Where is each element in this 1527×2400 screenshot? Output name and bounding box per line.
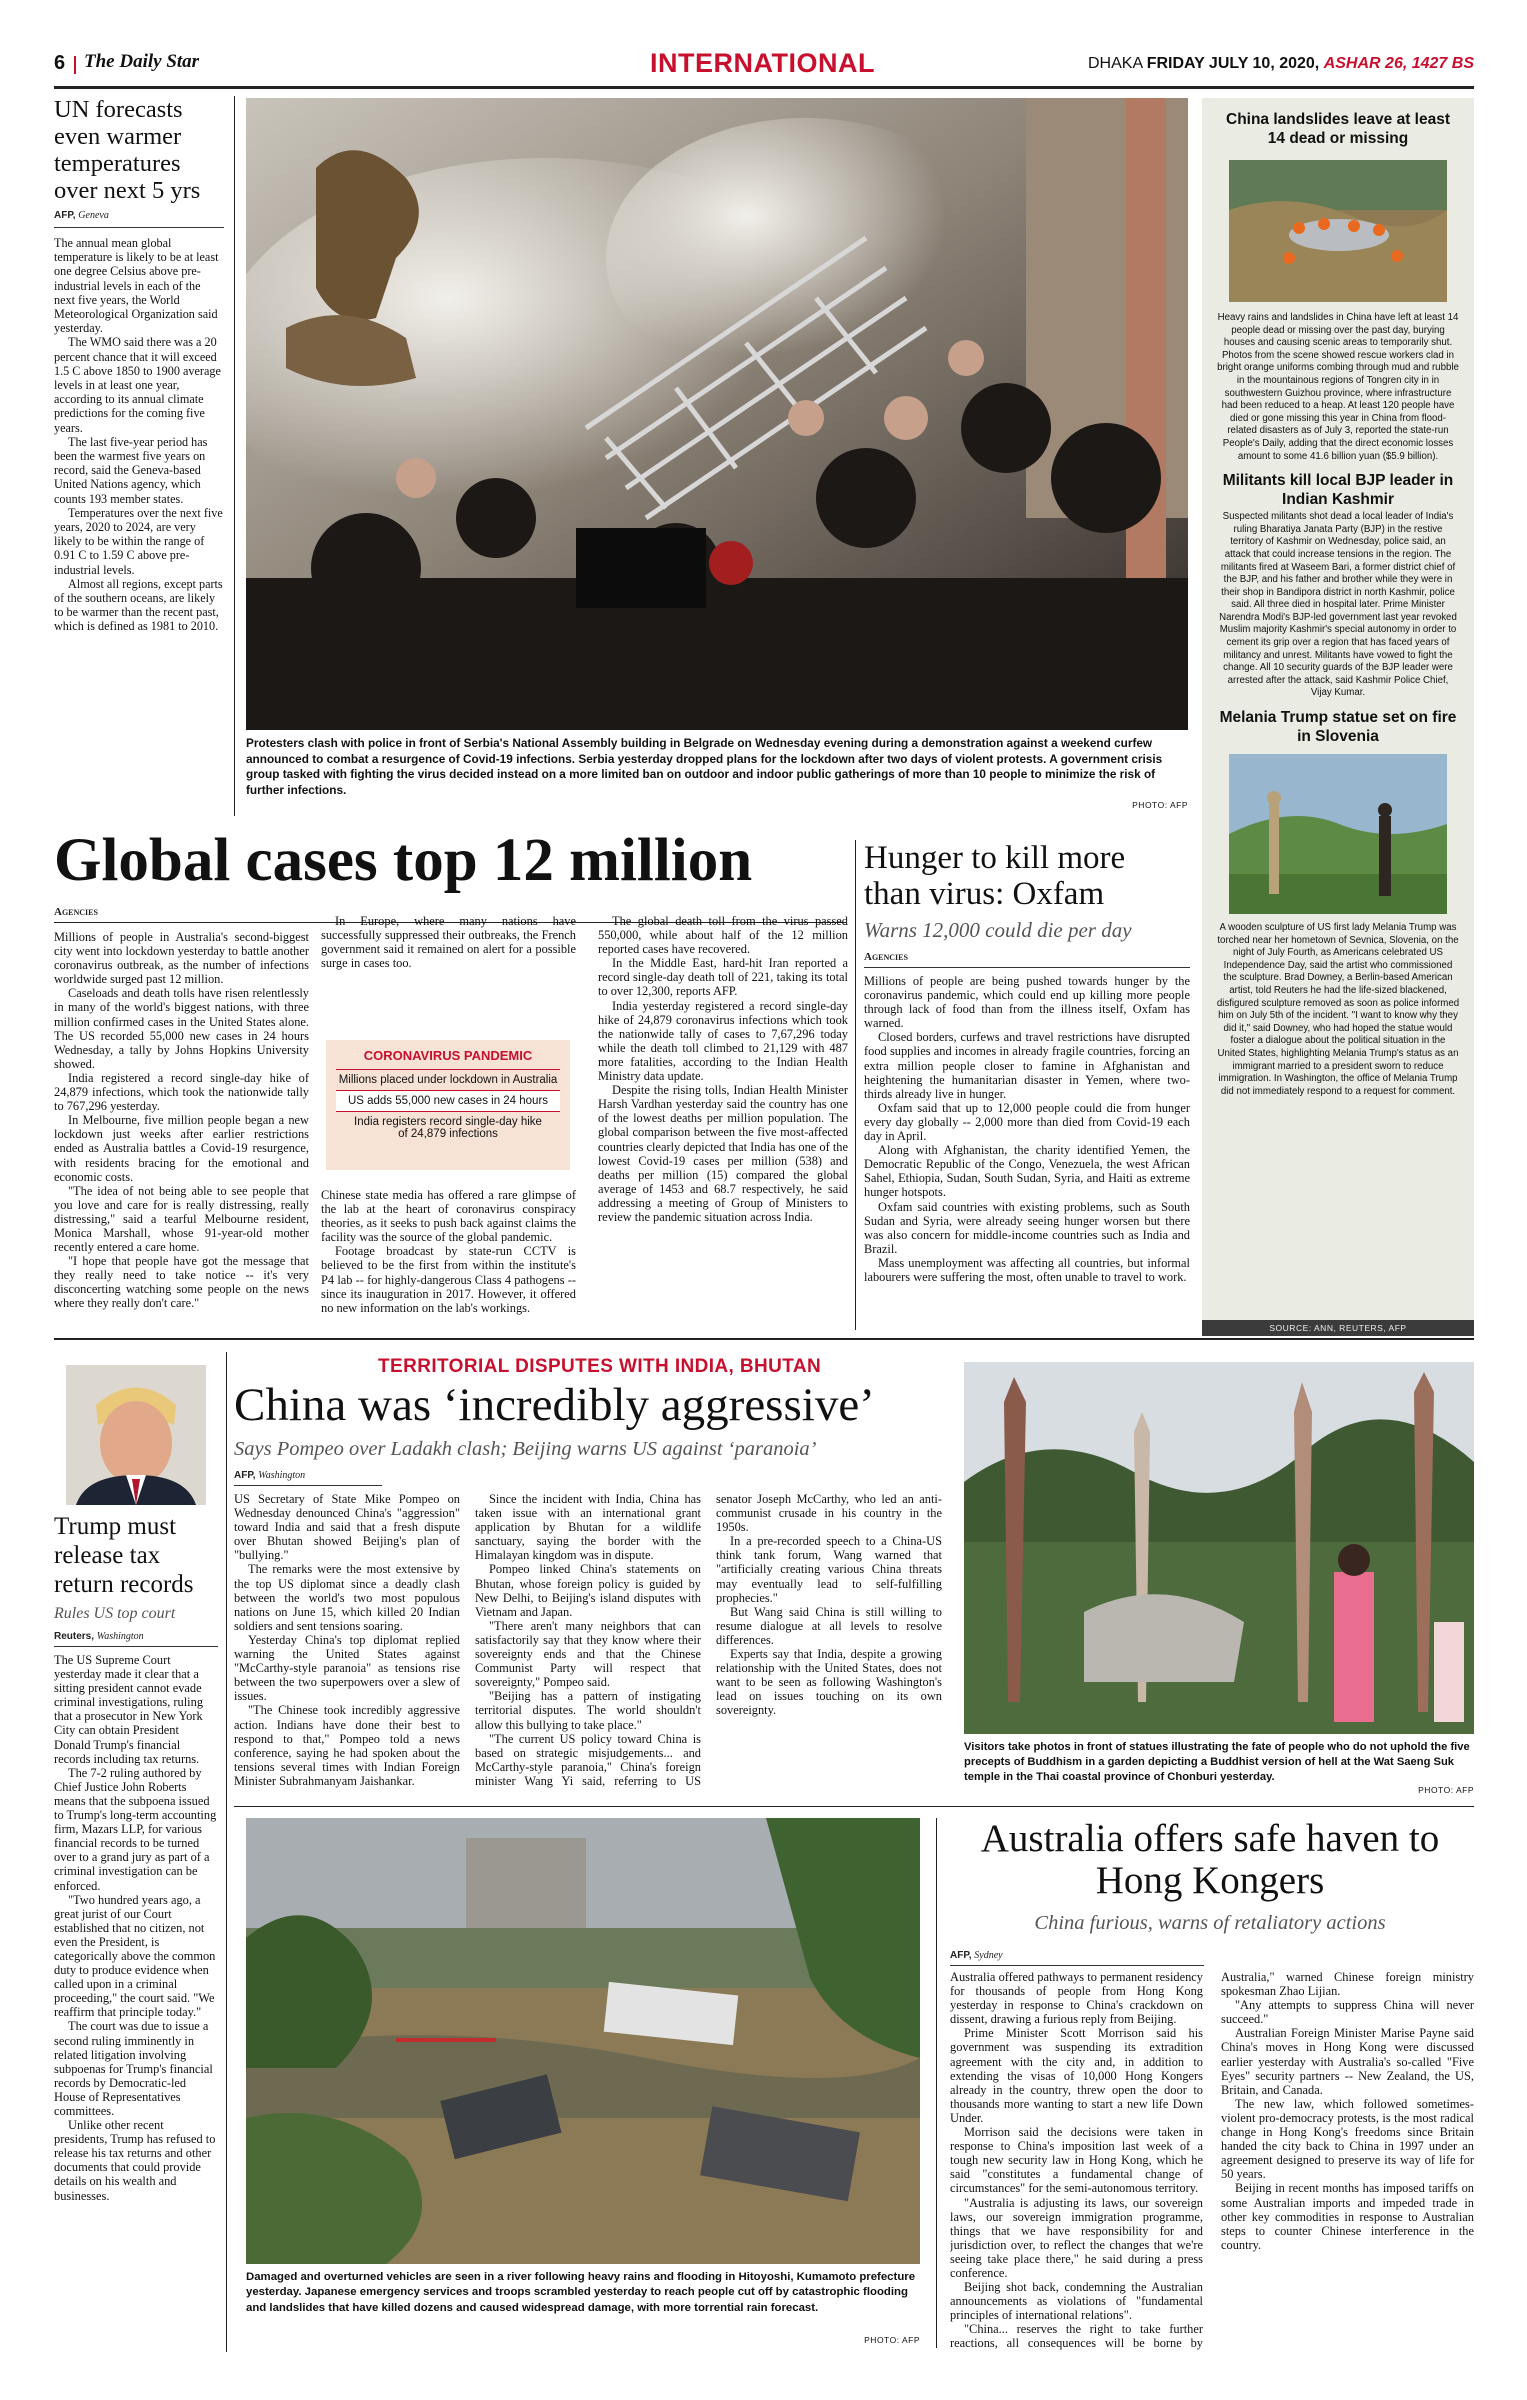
- serbia-photo-credit: PHOTO: AFP: [1132, 800, 1188, 810]
- paragraph: But Wang said China is still willing to resume dialogue at all levels to resolve differences.: [716, 1604, 942, 1647]
- paragraph: Experts say that India, despite a growing relationship with the United States, does not want to be seen as following Washington's lead on issues touching on its own sovereignty.: [716, 1647, 942, 1718]
- byline-agency: AFP,: [54, 210, 76, 221]
- dateline-block: [1088, 55, 1474, 73]
- serbia-photo-caption: Protesters clash with police in front of Serbia's National Assembly building in Belgrade on Wednesday evening during a demonstration against a weekend curfew announced to combat a resurgence of Covid-19 infections. Serbia yesterday dropped plans for the lockdown after two days of violent protests. A government crisis group tasked with fighting the virus decided instead on a more limited ban on outdoor and indoor public gatherings of more than 10 people to minimize the risk of further infections.: [246, 736, 1163, 797]
- trump-tax-body: [54, 1653, 218, 2203]
- paragraph: Yesterday China's top diplomat replied warning the United States against "McCarthy-style paranoia" as tensions rise between the two superpowers over a slew of issues.: [234, 1632, 460, 1704]
- hunger-story: [864, 840, 1190, 1330]
- paragraph: Mass unemployment was affecting all countries, but informal labourers were suffering the most, often unable to travel to work.: [864, 1255, 1190, 1284]
- paragraph: Closed borders, curfews and travel restrictions have disrupted food supplies and incomes in already fragile countries, forcing an extra million people closer to famine in Afghanistan and heightening the humanitarian disaster in Yemen, where two-thirds already live in hunger.: [864, 1030, 1190, 1101]
- thai-photo-caption: Visitors take photos in front of statues illustrating the fate of people who do not uphold the five precepts of Buddhism in a garden depicting a Buddhist version of hell at the Wat Saeng Suk temple in the Thai coastal province of Chonburi yesterday.: [964, 1741, 1470, 1783]
- paragraph: Oxfam said that up to 12,000 people could die from hunger every day globally -- 2,000 more than died from Covid-19 each day in April.: [864, 1100, 1190, 1144]
- global-cases-byline: Agencies: [54, 906, 98, 918]
- paragraph: Along with Afghanistan, the charity identified Yemen, the Democratic Republic of the Congo, Venezuela, the west African Sahel, Ethiopia, Sudan, South Sudan, Syria, and Haiti as extreme hunger hotspots.: [864, 1143, 1190, 1200]
- news-sidebar: [1202, 98, 1474, 1336]
- paragraph: "Any attempts to suppress China will never succeed.": [1221, 1998, 1474, 2027]
- byline-dateline: Geneva: [78, 210, 109, 221]
- japan-photo-credit: PHOTO: AFP: [864, 2335, 920, 2345]
- paragraph: The court was due to issue a second ruling imminently in related litigation involving subpoenas for Trump's financial records by Democratic-led House of Representatives committees.: [54, 2019, 213, 2118]
- sidebar-text-melania: A wooden sculpture of US first lady Melania Trump was torched near her hometown of Sevnica, Slovenia, on the night of July Fourth, as Americans celebrated US Independence Day, said the artist who commissioned the sculpture. Brad Downey, a Berlin-based American artist, told Reuters he had the life-sized blackened, disfigured sculpture removed as soon as police informed him on July 5th of the incident. "I want to know why they did it," said Downey, who had hoped the statue would foster a dialogue about the political situation in the United States, highlighting Melania Trump's status as an immigrant married to a president sworn to reduce immigration. In Washington, the office of Melania Trump did not immediately respond to a request for comment.: [1216, 922, 1460, 1097]
- paragraph: India yesterday registered a record single-day hike of 24,879 coronavirus infections which took the nationwide tally of cases to 7,67,296 today while the death toll climbed to 21,129 with 487 more fatalities, according to the Indian Health Ministry data update.: [598, 998, 848, 1084]
- sidebar-headline-kashmir: Militants kill local BJP leader in Indian Kashmir: [1222, 472, 1454, 509]
- serbia-protest-photo: [246, 98, 1188, 730]
- page-header: [54, 48, 1474, 86]
- trump-tax-story: [54, 1512, 218, 2362]
- dateline-date: FRIDAY JULY 10, 2020,: [1146, 55, 1320, 72]
- box-title: CORONAVIRUS PANDEMIC: [363, 1048, 533, 1063]
- page-number: 6: [54, 52, 66, 74]
- paragraph: "The idea of not being able to see people that you love and care for is really distressing, really distressing," said a tearful Melbourne resident, Monica Marshall, whose 91-year-old mother recently entered a care home.: [54, 1183, 309, 1255]
- paragraph: Since the incident with India, China has taken issue with an international grant application by Bhutan for a wildlife sanctuary, saying the border with the Himalayan kingdom was in dispute.: [475, 1492, 701, 1563]
- section-title: INTERNATIONAL: [650, 48, 875, 78]
- paragraph: The 7-2 ruling authored by Chief Justice John Roberts means that the subpoena issued to Trump's long-term accounting firm, Mazars LLP, for various financial records to be turned over to a grand jury as part of a criminal investigation can be enforced.: [54, 1765, 217, 1893]
- section-rule: [234, 1806, 1474, 1807]
- paragraph: The WMO said there was a 20 percent chance that it will exceed 1.5 C above 1850 to 1900 average levels in at least one year, according to its annual climate predictions for the coming five years.: [54, 335, 221, 435]
- dateline-bangla: ASHAR 26, 1427 BS: [1323, 55, 1474, 72]
- column-divider: [226, 1352, 227, 2352]
- byline-agency: Reuters,: [54, 1631, 95, 1642]
- paragraph: Millions of people in Australia's second-biggest city went into lockdown yesterday to battle another coronavirus outbreak, as the number of infections worldwide surged past 12 million.: [54, 930, 309, 987]
- column-divider: [234, 96, 235, 816]
- sidebar-headline-melania: Melania Trump statue set on fire in Slovenia: [1219, 709, 1457, 746]
- paragraph: In Europe, where many nations have successfully suppressed their outbreaks, the French government said it remained on alert for a possible surge in cases too.: [321, 914, 576, 971]
- paragraph: India registered a record single-day hike of 24,879 infections, which took the nationwide tally to 767,296 yesterday.: [54, 1070, 309, 1114]
- header-divider: [74, 56, 76, 74]
- column-divider: [855, 840, 856, 1330]
- global-cases-headline: Global cases top 12 million: [54, 827, 753, 894]
- box-line: US adds 55,000 new cases in 24 hours: [336, 1090, 560, 1111]
- trump-tax-byline: [54, 1631, 218, 1647]
- byline-agency: AFP,: [234, 1470, 256, 1481]
- un-forecast-byline: [54, 210, 224, 228]
- japan-flood-photo: [246, 1818, 920, 2264]
- box-line: Millions placed under lockdown in Australia: [336, 1069, 560, 1090]
- global-cases-col1: [54, 930, 309, 1330]
- sidebar-text-kashmir: Suspected militants shot dead a local leader of India's ruling Bharatiya Janata Party (BJP) in the restive territory of Kashmir on Wednesday, police said, an attack that could increase tensions in the region. The militants fired at Waseem Bari, a former district chief of the BJP, and his father and brother while they were in their shop in Bandipora district in north Kashmir, police said. All three died in hospital later. Prime Minister Narendra Modi's BJP-led government last year revoked Muslim majority Kashmir's special autonomy in order to cement its grip over a region that has faced years of militancy and unrest. Militants have vowed to fight the change. All 10 security guards of the BJP leader were arrested after the attack, said Kashmir Police Chief, Vijay Kumar.: [1219, 511, 1457, 699]
- china-body: [234, 1492, 942, 1794]
- hunger-subhead: Warns 12,000 could die per day: [864, 918, 1132, 942]
- paragraph: Temperatures over the next five years, 2020 to 2024, are very likely to be within the range of 0.91 C to 1.59 C above pre-industrial levels.: [54, 505, 223, 577]
- paragraph: Australia offered pathways to permanent residency for thousands of people from Hong Kong yesterday in response to China's crackdown on dissent, drawing a furious reply from Beijing.: [950, 1970, 1203, 2027]
- sidebar-source: SOURCE: ANN, REUTERS, AFP: [1202, 1320, 1474, 1336]
- paragraph: Unlike other recent presidents, Trump has refused to release his tax returns and other documents that could provide details on his wealth and businesses.: [54, 2118, 216, 2203]
- masthead-logo: The Daily Star: [84, 51, 200, 72]
- japan-photo-caption: Damaged and overturned vehicles are seen in a river following heavy rains and flooding in Hitoyoshi, Kumamoto prefecture yesterday. Japanese emergency services and troops scrambled yesterday to reach people cut off by catastrophic flooding and landslides that have killed dozens and caused widespread damage, with more torrential rain forecast.: [246, 2271, 916, 2314]
- paragraph: In a pre-recorded speech to a China-US think tank forum, Wang warned that "artificially creating various China threats may eventually lead to self-fulfilling prophecies.": [716, 1534, 942, 1605]
- paragraph: Morrison said the decisions were taken in response to China's imposition last week of a tough new security law in Hong Kong, which he said "constitutes a fundamental change of circumstances" for the semi-autonomous territory.: [950, 2125, 1203, 2196]
- global-cases-col3: [598, 914, 848, 1328]
- sidebar-text-landslides: Heavy rains and landslides in China have left at least 14 people dead or missing over the past day, burying houses and causing scenic areas to temporarily shut. Photos from the scene showed rescue workers clad in bright orange uniforms combing through mud and rubble in the mountainous regions of Tongren city in in southwestern Guizhou province, where infrastructure had been reduced to a heap. At least 120 people have died or gone missing this year in China from flood-related disasters as of July 3, reported the state-run People's Daily, adding that the direct economic losses amount to some 41.6 billion yuan ($5.9 billion).: [1217, 312, 1459, 462]
- un-forecast-headline: UN forecasts even warmer temperatures over next 5 yrs: [54, 96, 201, 204]
- paragraph: Oxfam said countries with existing problems, such as South Sudan and Syria, were already seeing hunger worsen but there was also concern for middle-income countries such as India and Brazil.: [864, 1199, 1190, 1256]
- paragraph: Chinese state media has offered a rare glimpse of the lab at the heart of coronavirus conspiracy theories, as it seeks to push back against claims the facility was the source of the global pandemic.: [321, 1188, 576, 1245]
- paragraph: Beijing shot back, condemning the Australian announcements as violations of "fundamental principles of international relations".: [950, 2280, 1203, 2323]
- paragraph: "The current US policy toward China is based on strategic misjudgements... and McCarthy-style paranoia," China's foreign minister Wang Yi said, referring to US senator Joseph McCarthy, who led an anti-communist crusade in his country in the 1950s.: [475, 1492, 942, 1788]
- dateline-city: DHAKA: [1087, 55, 1143, 72]
- australia-headline: Australia offers safe haven to Hong Kongers: [980, 1817, 1440, 1902]
- hunger-body: [864, 974, 1190, 1284]
- paragraph: "Australia is adjusting its laws, our sovereign laws, our sovereign immigration programme, things that we have responsibility for and jurisdiction over, to reflect the changes that we're seeing take place there," he said during a press conference.: [950, 2195, 1203, 2280]
- paragraph: The US Supreme Court yesterday made it clear that a sitting president cannot evade criminal investigations, ruling that a prosecutor in New York City can obtain President Donald Trump's financial records including tax returns.: [54, 1653, 204, 1766]
- hunger-byline: Agencies: [864, 951, 1190, 968]
- sidebar-headline-landslides: China landslides leave at least 14 dead or missing: [1226, 111, 1450, 147]
- paragraph: "Beijing has a pattern of instigating territorial disputes. The world shouldn't allow this bullying to take place.": [475, 1689, 701, 1732]
- paragraph: Caseloads and death tolls have risen relentlessly in many of the world's biggest nations, with three million confirmed cases in the United States alone. The US recorded 55,000 new cases in 24 hours Wednesday, a tally by Johns Hopkins University showed.: [54, 986, 309, 1071]
- paragraph: US Secretary of State Mike Pompeo on Wednesday denounced China's "aggression" toward India and said that a fresh dispute over Bhutan showed Beijing's plan of "bullying.": [234, 1492, 460, 1563]
- thai-photo-credit: PHOTO: AFP: [1418, 1785, 1474, 1795]
- trump-portrait-photo: [66, 1365, 206, 1505]
- column-divider: [936, 1818, 937, 2348]
- china-landslide-photo: [1229, 160, 1447, 302]
- un-forecast-body: [54, 236, 224, 634]
- china-headline: China was ‘incredibly aggressive’: [234, 1379, 875, 1431]
- paragraph: Despite the rising tolls, Indian Health Minister Harsh Vardhan yesterday said the country has one of the lowest deaths per million population. The global comparison between the five most-affected countries clearly depicted that India has one of the lowest Covid-19 cases per million (538) and deaths per million (15) compared the global average of 1453 and 68.7 respectively, he said addressing a meeting of Group of Ministers to review the pandemic situation across India.: [598, 1083, 848, 1224]
- byline-dateline: Washington: [96, 1631, 144, 1642]
- byline-dateline: Washington: [258, 1470, 306, 1481]
- un-forecast-story: [54, 96, 224, 816]
- australia-body: [950, 1970, 1474, 2362]
- paragraph: Beijing in recent months has imposed tariffs on some Australian imports and impeded trade in other key commodities in response to Australian steps to counter Chinese interference in the country.: [1221, 2181, 1474, 2252]
- hunger-headline: Hunger to kill more than virus: Oxfam: [864, 840, 1126, 912]
- paragraph: The new law, which followed sometimes-violent pro-democracy protests, is the most radical change in Hong Kong's freedoms since Britain handed the city back to China in 1997 under an agreement designed to preserve its way of life for 50 years.: [1221, 2096, 1474, 2182]
- china-subhead: Says Pompeo over Ladakh clash; Beijing warns US against ‘paranoia’: [234, 1438, 817, 1460]
- melania-statue-photo: [1229, 754, 1447, 914]
- australia-byline: [950, 1950, 1204, 1966]
- paragraph: "The Chinese took incredibly aggressive action. Indians have done their best to respond to that," Pompeo told a news conference, saying he had spoken about the tensions several times with Indian Foreign Minister Subrahmanyam Jaishankar.: [234, 1703, 460, 1788]
- paragraph: "I hope that people have got the message that they really need to take notice -- it's very disconcerting watching some people on the news where they really don't care.": [54, 1254, 309, 1311]
- china-byline: [234, 1470, 382, 1486]
- paragraph: Pompeo linked China's statements on Bhutan, whose foreign policy is guided by New Delhi, to Beijing's island disputes with Vietnam and Japan.: [475, 1562, 701, 1619]
- paragraph: "There aren't many neighbors that can satisfactorily say that they know where their sovereignty ends and that the Chinese Communist Party will respect that sovereignty," Pompeo said.: [475, 1618, 701, 1690]
- coronavirus-pandemic-box: [326, 1040, 570, 1170]
- paragraph: Australian Foreign Minister Marise Payne said China's moves in Hong Kong were discussed earlier yesterday with Australia's so-called "Five Eyes" security partners -- New Zealand, the US, Britain, and Canada.: [1221, 2026, 1474, 2097]
- australia-subhead: China furious, warns of retaliatory actions: [1034, 1912, 1386, 1934]
- paragraph: Footage broadcast by state-run CCTV is believed to be the first from within the institute's P4 lab -- for highly-dangerous Class 4 pathogens -- since its inauguration in 2017. However, it offered no new information on the lab's workings.: [321, 1244, 576, 1315]
- china-kicker: TERRITORIAL DISPUTES WITH INDIA, BHUTAN: [378, 1356, 822, 1377]
- paragraph: "Two hundred years ago, a great jurist of our Court established that no citizen, not even the President, is categorically above the common duty to produce evidence when called upon in a criminal proceeding," the court said. "We reaffirm that principle today.": [54, 1892, 216, 2020]
- box-line: India registers record single-day hike of 24,879 infections: [336, 1111, 560, 1144]
- paragraph: The last five-year period has been the warmest five years on record, said the Geneva-based United Nations agency, which counts 193 member states.: [54, 434, 208, 506]
- byline-agency: AFP,: [950, 1950, 972, 1961]
- header-rule: [54, 86, 1474, 89]
- paragraph: The remarks were the most extensive by the top US diplomat since a deadly clash between the world's two most populous nations on June 15, which killed 20 Indian soldiers and sent tensions soaring.: [234, 1562, 460, 1633]
- paragraph: In the Middle East, hard-hit Iran reported a record single-day death toll of 221, taking its total to over 12,300, reports AFP.: [598, 956, 848, 999]
- section-rule: [54, 1338, 1474, 1340]
- paragraph: Prime Minister Scott Morrison said his government was suspending its extradition agreement with the city and, in addition to extending the visas of 10,000 Hong Kongers already in the country, threw open the door to thousands more wanting to start a new life Down Under.: [950, 2026, 1203, 2125]
- thai-temple-photo: [964, 1362, 1474, 1734]
- paragraph: In Melbourne, five million people began a new lockdown just weeks after earlier restrictions ended as Australia battles a Covid-19 resurgence, with residents bracing for the emotional and economic costs.: [54, 1113, 309, 1184]
- paragraph: Almost all regions, except parts of the southern oceans, are likely to be warmer than the recent past, which is defined as 1981 to 2010.: [54, 576, 223, 634]
- byline-dateline: Sydney: [974, 1950, 1003, 1961]
- global-cases-col2-top: [321, 914, 576, 1014]
- paragraph: The annual mean global temperature is likely to be at least one degree Celsius above pre-industrial levels in each of the next five years, the World Meteorological Organization said yesterday.: [54, 236, 219, 336]
- paragraph: The global death toll from the virus passed 550,000, while about half of the 12 million reported cases have recovered.: [598, 914, 848, 957]
- paragraph: "China... reserves the right to take further reactions, all consequences will be borne by Australia," warned Chinese foreign ministry spokesman Zhao Lijian.: [950, 1970, 1474, 2351]
- trump-tax-subhead: Rules US top court: [54, 1605, 176, 1622]
- trump-tax-headline: Trump must release tax return records: [54, 1513, 194, 1598]
- paragraph: Millions of people are being pushed towards hunger by the coronavirus pandemic, which could end up killing more people through lack of food than from the illness itself, Oxfam has warned.: [864, 974, 1190, 1031]
